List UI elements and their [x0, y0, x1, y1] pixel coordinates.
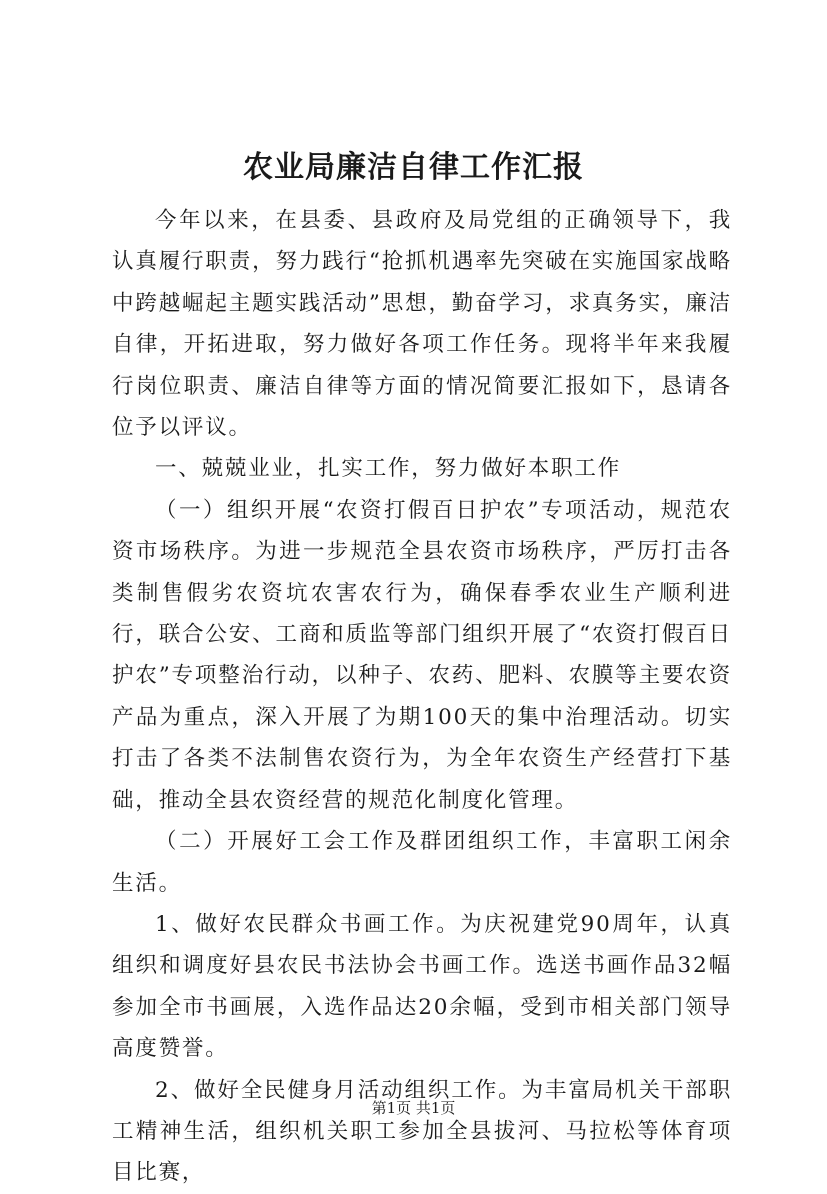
paragraph-item-1: 1、做好农民群众书画工作。为庆祝建党90周年，认真组织和调度好县农民书法协会书画工作。选送书画作品32幅参加全市书画展，入选作品达20余幅，受到市相关部门领导高度赞誉。	[112, 911, 732, 1062]
paragraph-item-2: 2、做好全民健身月活动组织工作。为丰富局机关干部职工精神生活，组织机关职工参加全县拔河、马拉松等体育项目比赛，	[112, 1077, 732, 1186]
page-number-footer: 第1页 共1页	[371, 1099, 456, 1117]
section-heading-1: 一、兢兢业业，扎实工作，努力做好本职工作	[155, 456, 622, 482]
paragraph-subsection-1: （一）组织开展“农资打假百日护农”专项活动，规范农资市场秩序。为进一步规范全县农资市场秩序，严厉打击各类制售假劣农资坑农害农行为，确保春季农业生产顺利进行，联合公安、工商和质监等部门组织开展了“农资打假百日护农”专项整治行动，以种子、农药、肥料、农膜等主要农资产品为重点，深入开展了为期100天的集中治理活动。切实打击了各类不法制售农资行为，为全年农资生产经营打下基础，推动全县农资经营的规范化制度化管理。	[112, 497, 732, 813]
paragraph-subsection-2: （二）开展好工会工作及群团组织工作，丰富职工闲余生活。	[112, 829, 732, 896]
paragraph-intro: 今年以来，在县委、县政府及局党组的正确领导下，我认真履行职责，努力践行“抢抓机遇率先突破在实施国家战略中跨越崛起主题实践活动”思想，勤奋学习，求真务实，廉洁自律，开拓进取，努力做好各项工作任务。现将半年来我履行岗位职责、廉洁自律等方面的情况简要汇报如下，恳请各位予以评议。	[112, 208, 732, 441]
document-title: 农业局廉洁自律工作汇报	[243, 150, 584, 185]
document-body	[112, 200, 732, 1194]
